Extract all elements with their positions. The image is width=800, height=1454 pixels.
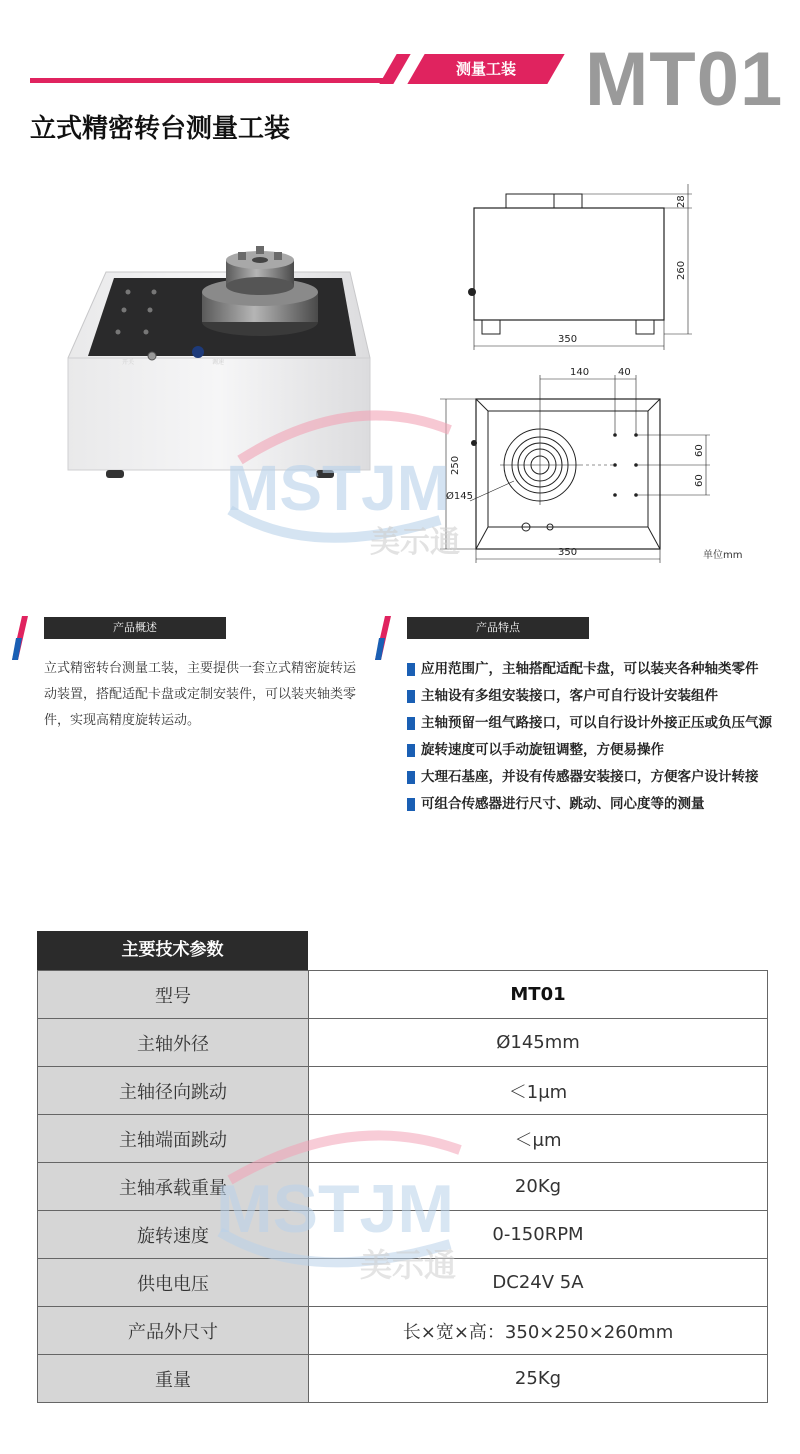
feature-item: 可组合传感器进行尺寸、跳动、同心度等的测量 — [407, 791, 787, 818]
feature-item: 应用范围广，主轴搭配适配卡盘，可以装夹各种轴类零件 — [407, 656, 787, 683]
spec-key: 主轴径向跳动 — [38, 1067, 309, 1115]
spec-key: 旋转速度 — [38, 1211, 309, 1259]
feature-item: 旋转速度可以手动旋钮调整，方便易操作 — [407, 737, 787, 764]
watermark-cn-2: 美示通 — [360, 1246, 457, 1284]
dim-side-height: 260 — [676, 260, 687, 280]
spec-key: 供电电压 — [38, 1259, 309, 1307]
side-view-drawing — [460, 180, 700, 350]
table-row — [38, 1163, 768, 1211]
spec-value: 20Kg — [309, 1163, 768, 1211]
feature-item: 主轴预留一组气路接口，可以自行设计外接正压或负压气源 — [407, 710, 787, 737]
overview-slash-icon — [12, 616, 28, 660]
watermark-latin: MSTJM — [226, 452, 450, 524]
spec-value: Ø145mm — [309, 1019, 768, 1067]
spec-key: 主轴承载重量 — [38, 1163, 309, 1211]
spec-key: 主轴端面跳动 — [38, 1115, 309, 1163]
model-number: MT01 — [585, 37, 784, 122]
table-row — [38, 1307, 768, 1355]
unit-label: 单位mm — [703, 550, 743, 561]
panel-label-switch: 开关 — [122, 359, 135, 366]
dim-top-140: 140 — [570, 367, 590, 378]
spec-key: 型号 — [38, 971, 309, 1019]
spec-value: ＜1μm — [309, 1067, 768, 1115]
spec-key: 重量 — [38, 1355, 309, 1403]
feature-item: 主轴设有多组安装接口，客户可自行设计安装组件 — [407, 683, 787, 710]
table-row — [38, 1211, 768, 1259]
feature-item: 大理石基座，并设有传感器安装接口，方便客户设计转接 — [407, 764, 787, 791]
spec-key: 产品外尺寸 — [38, 1307, 309, 1355]
table-row — [38, 1115, 768, 1163]
square-bullet-icon — [407, 798, 415, 811]
header-accent-line — [30, 78, 392, 83]
spec-value: 25Kg — [309, 1355, 768, 1403]
dim-top-60a: 60 — [694, 444, 705, 457]
header-slash-decoration — [379, 54, 410, 84]
watermark-latin-2: MSTJM — [216, 1171, 454, 1247]
square-bullet-icon — [407, 663, 415, 676]
features-heading: 产品特点 — [407, 617, 589, 639]
top-view-drawing — [440, 365, 730, 565]
dim-top-height: 250 — [450, 455, 461, 475]
table-row — [38, 971, 768, 1019]
dim-top-60b: 60 — [694, 474, 705, 487]
feature-list — [407, 656, 787, 818]
spec-table — [37, 970, 768, 1403]
spec-value: 长×宽×高：350×250×260mm — [309, 1307, 768, 1355]
square-bullet-icon — [407, 771, 415, 784]
dim-diameter: Ø145 — [446, 491, 473, 502]
dim-top-40: 40 — [618, 367, 631, 378]
dim-side-width: 350 — [558, 334, 578, 345]
table-row — [38, 1259, 768, 1307]
overview-heading: 产品概述 — [44, 617, 226, 639]
spec-value: MT01 — [309, 971, 768, 1019]
table-row — [38, 1355, 768, 1403]
spec-value: 0-150RPM — [309, 1211, 768, 1259]
features-slash-icon — [375, 616, 391, 660]
spec-value: DC24V 5A — [309, 1259, 768, 1307]
table-row — [38, 1067, 768, 1115]
spec-value: ＜μm — [309, 1115, 768, 1163]
square-bullet-icon — [407, 690, 415, 703]
square-bullet-icon — [407, 744, 415, 757]
table-row — [38, 1019, 768, 1067]
product-photo — [60, 230, 390, 490]
spec-key: 主轴外径 — [38, 1019, 309, 1067]
panel-label-speed: 调速 — [212, 359, 225, 366]
page-title: 立式精密转台测量工装 — [30, 114, 291, 144]
square-bullet-icon — [407, 717, 415, 730]
dim-top-width: 350 — [558, 547, 578, 558]
dim-side-top: 28 — [676, 195, 687, 208]
spec-heading: 主要技术参数 — [37, 931, 308, 970]
overview-text: 立式精密转台测量工装，主要提供一套立式精密旋转运动装置，搭配适配卡盘或定制安装件，可以装夹轴类零件，实现高精度旋转运动。 — [44, 661, 357, 728]
header-tag: 测量工装 — [455, 60, 516, 78]
watermark-cn: 美示通 — [370, 525, 460, 560]
